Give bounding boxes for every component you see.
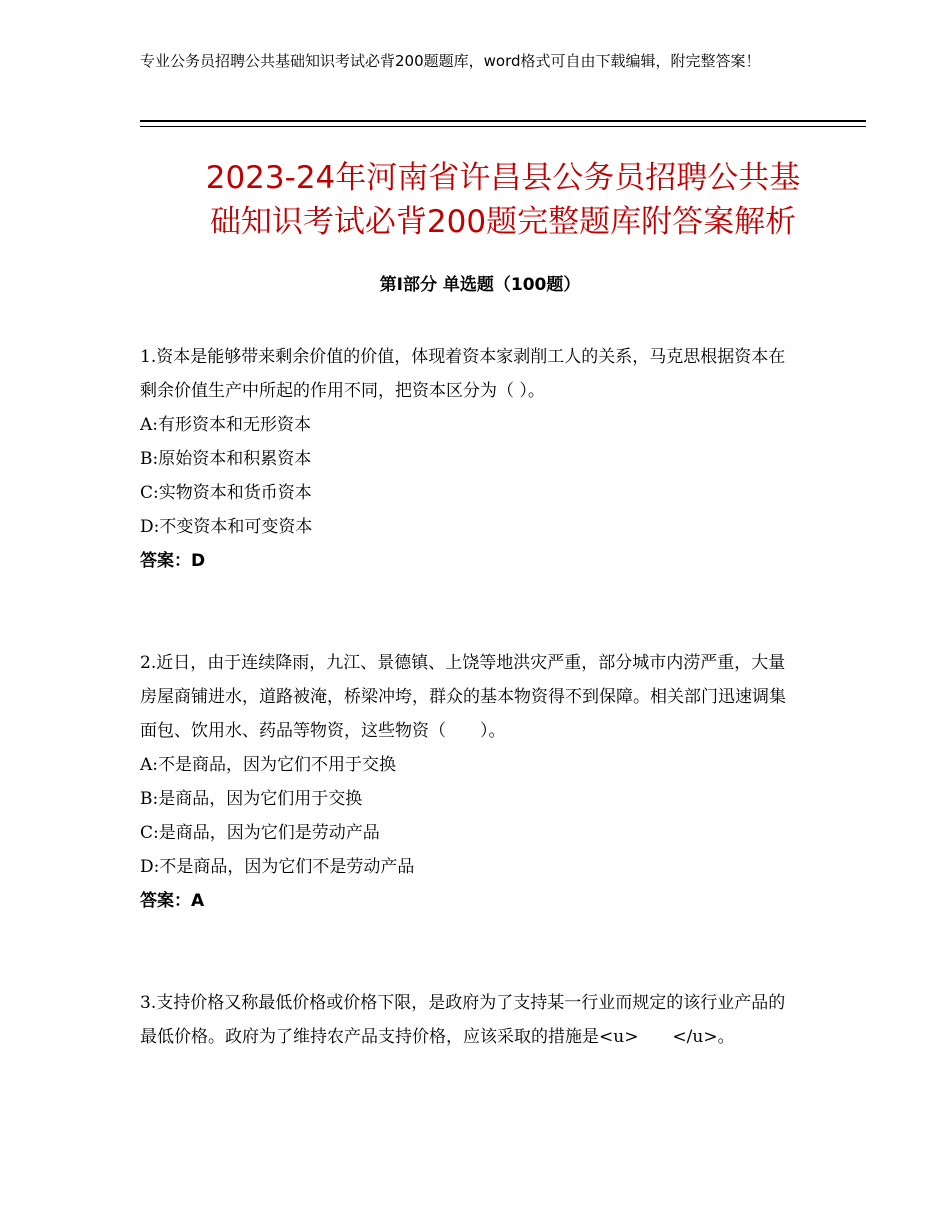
header-rule-thick <box>140 120 866 122</box>
question-1 <box>140 340 800 578</box>
question-2 <box>140 646 800 918</box>
question-stem: 2.近日，由于连续降雨，九江、景德镇、上饶等地洪灾严重，部分城市内涝严重，大量房屋商铺进水，道路被淹，桥梁冲垮，群众的基本物资得不到保障。相关部门迅速调集面包、饮用水、药品等物资，这些物资（ ）。 <box>140 653 786 741</box>
option-b: B:原始资本和积累资本 <box>140 449 312 469</box>
document-title <box>140 156 866 244</box>
question-stem: 1.资本是能够带来剩余价值的价值，体现着资本家剥削工人的关系，马克思根据资本在剩余价值生产中所起的作用不同，把资本区分为（ ）。 <box>140 347 786 401</box>
header-rule-thin <box>140 126 866 127</box>
option-a: A:不是商品，因为它们不用于交换 <box>140 755 397 775</box>
header-note: 专业公务员招聘公共基础知识考试必背200题题库，word格式可自由下载编辑，附完整答案！ <box>140 52 761 70</box>
title-line-2: 础知识考试必背200题完整题库附答案解析 <box>209 204 797 240</box>
option-d: D:不变资本和可变资本 <box>140 517 313 537</box>
section-title: 第Ⅰ部分 单选题（100题） <box>379 275 581 295</box>
answer: 答案：A <box>140 891 205 911</box>
option-c: C:实物资本和货币资本 <box>140 483 312 503</box>
option-d: D:不是商品，因为它们不是劳动产品 <box>140 857 415 877</box>
option-a: A:有形资本和无形资本 <box>140 415 312 435</box>
option-c: C:是商品，因为它们是劳动产品 <box>140 823 380 843</box>
question-3 <box>140 986 800 1054</box>
answer: 答案：D <box>140 551 206 571</box>
title-line-1: 2023-24年河南省许昌县公务员招聘公共基 <box>205 160 801 196</box>
question-stem: 3.支持价格又称最低价格或价格下限，是政府为了支持某一行业而规定的该行业产品的最低价格。政府为了维持农产品支持价格，应该采取的措施是<u> </u>。 <box>140 993 786 1047</box>
option-b: B:是商品，因为它们用于交换 <box>140 789 363 809</box>
